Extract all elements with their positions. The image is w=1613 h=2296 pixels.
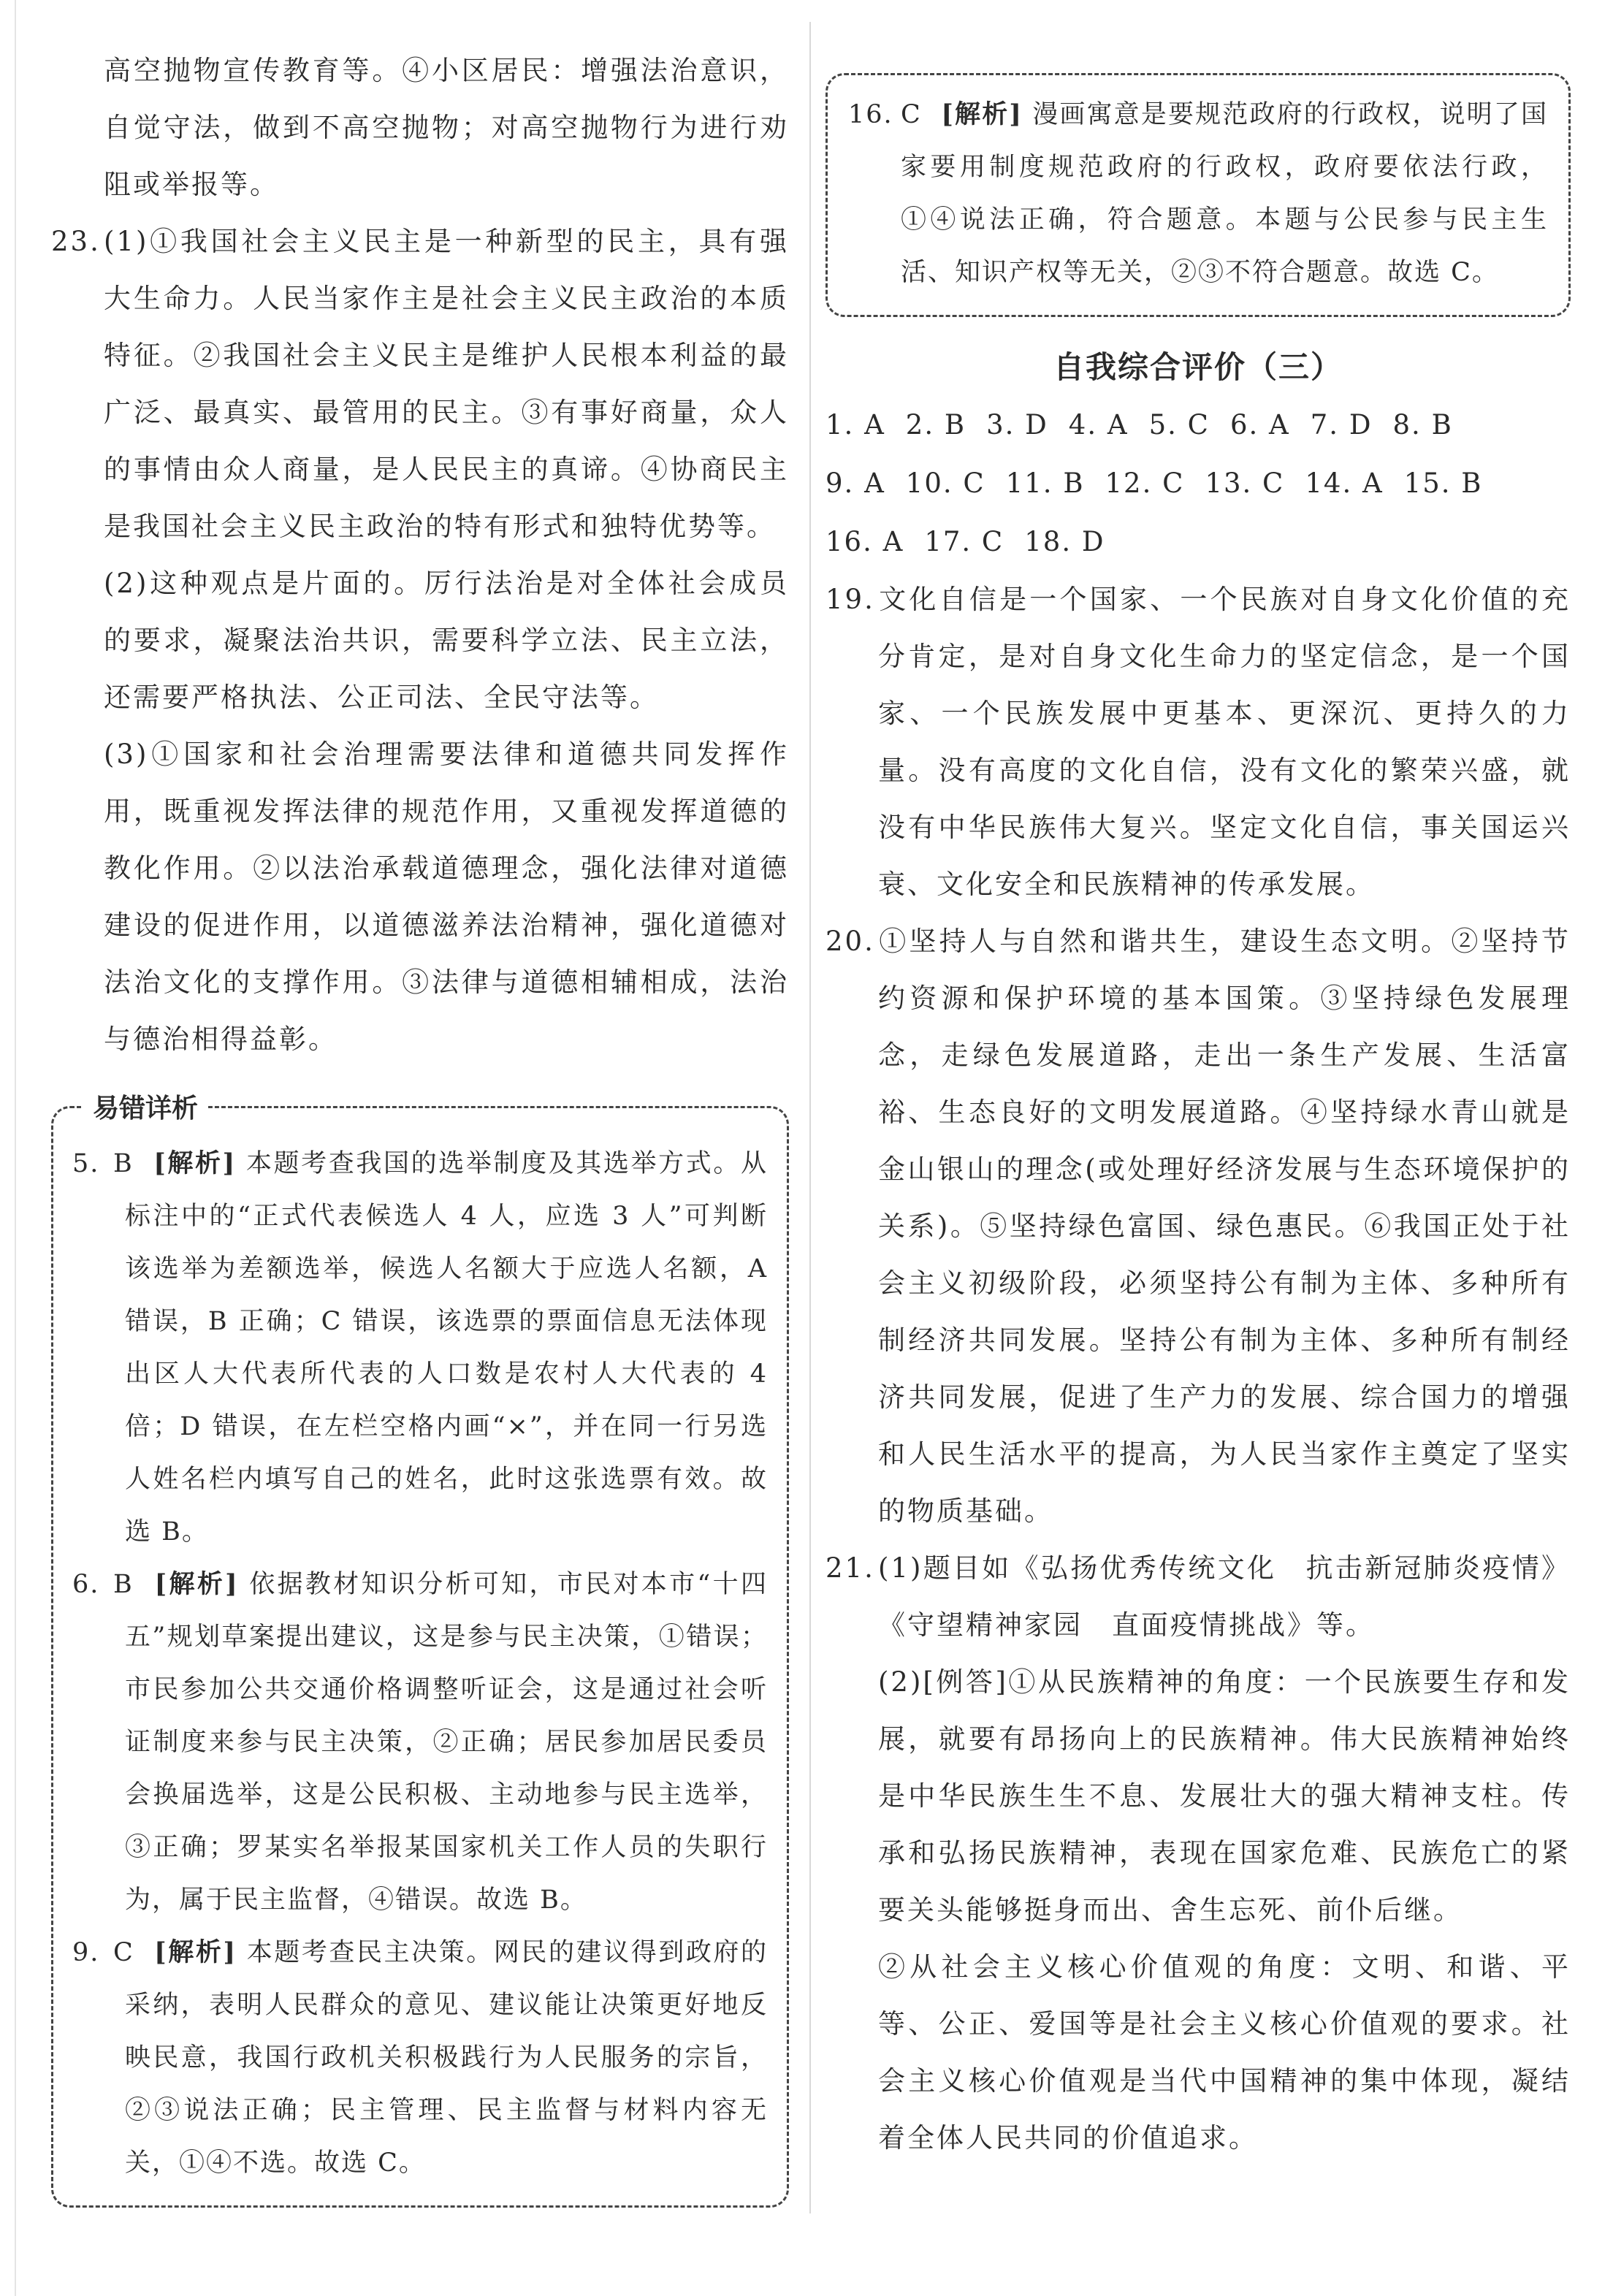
- answer: 12. C: [1105, 468, 1185, 499]
- question-19: [825, 571, 1571, 913]
- analysis-tag: [解析]: [941, 99, 1023, 129]
- question-21: [825, 1540, 1571, 1654]
- q20-number: 20.: [825, 926, 875, 957]
- q21-part2: (2)[例答]①从民族精神的角度：一个民族要生存和发展，就要有昂扬向上的民族精神。伟大民族精神始终是中华民族生生不息、发展壮大的强大精神支柱。传承和弘扬民族精神，表现在国家危难、民族危亡的紧要关头能够挺身而出、舍生忘死、前仆后继。: [878, 1666, 1571, 1926]
- q23-part1: [51, 213, 789, 555]
- analysis-text: 本题考查民主决策。网民的建议得到政府的采纳，表明人民群众的意见、建议能让决策更好地反映民意，我国行政机关积极践行为人民服务的宗旨，②③说法正确；民主管理、民主监督与材料内容无关，①④不选。故选 C。: [125, 1938, 768, 2178]
- q20-text: ①坚持人与自然和谐共生，建设生态文明。②坚持节约资源和保护环境的基本国策。③坚持绿色发展理念，走绿色发展道路，走出一条生产发展、生活富裕、生态良好的文明发展道路。④坚持绿水青山就是金山银山的理念(或处理好经济发展与生态环境保护的关系)。⑤坚持绿色富国、绿色惠民。⑥我国正处于社会主义初级阶段，必须坚持公有制为主体、多种所有制经济共同发展。坚持公有制为主体、多种所有制经济共同发展，促进了生产力的发展、综合国力的增强和人民生活水平的提高，为人民当家作主奠定了坚实的物质基础。: [878, 926, 1571, 1527]
- answer: 16. A: [825, 526, 904, 557]
- analysis-tag: [解析]: [154, 1937, 237, 1967]
- q21-number: 21.: [825, 1552, 875, 1584]
- item-answer: C: [113, 1938, 134, 1967]
- q21-part3: ②从社会主义核心价值观的角度：文明、和谐、平等、公正、爱国等是社会主义核心价值观的要求。社会主义核心价值观是当代中国精神的集中体现，凝结着全体人民共同的价值追求。: [878, 1951, 1571, 2154]
- answer: 9. A: [825, 468, 885, 499]
- answer: 6. A: [1229, 409, 1290, 440]
- q23-number: 23.: [51, 226, 101, 257]
- answer: 4. A: [1068, 409, 1129, 440]
- q19-number: 19.: [825, 584, 875, 615]
- answer-row-1: [825, 396, 1571, 454]
- answer: 17. C: [924, 526, 1004, 557]
- analysis-tag: [解析]: [154, 1569, 239, 1599]
- item-number: 9.: [72, 1938, 100, 1967]
- answer: 8. B: [1392, 409, 1453, 440]
- answer: 10. C: [905, 468, 985, 499]
- answer: 1. A: [825, 409, 885, 440]
- analysis-text: 依据教材知识分析可知，市民对本市“十四五”规划草案提出建议，这是参与民主决策，①错误；市民参加公共交通价格调整听证会，这是通过社会听证制度来参与民主决策，②正确；居民参加居民委员会换届选举，这是公民积极、主动地参与民主选举，③正确；罗某实名举报某国家机关工作人员的失职行为，属于民主监督，④错误。故选 B。: [125, 1570, 768, 1915]
- question-20: [825, 913, 1571, 1540]
- section-title: 自我综合评价（三）: [1053, 349, 1343, 385]
- left-column: [51, 42, 789, 2208]
- answer-row-3: [825, 513, 1571, 571]
- item-answer: B: [113, 1570, 134, 1599]
- answer: 5. C: [1148, 409, 1210, 440]
- item-number: 6.: [72, 1570, 100, 1599]
- margin-rule: [15, 0, 16, 2296]
- analysis-text: 本题考查我国的选举制度及其选举方式。从标注中的“正式代表候选人 4 人，应选 3 人”可判断该选举为差额选举，候选人名额大于应选人名额，A 错误，B 正确；C 错误，该选票的票面信息无法体现出区人大代表所代表的人口数是农村人大代表的 4 倍；D 错误，在左栏空格内画“×”，并在同一行另选人姓名栏内填写自己的姓名，此时这张选票有效。故选 B。: [125, 1149, 768, 1546]
- item-number: 5.: [72, 1149, 100, 1178]
- answer-row-2: [825, 454, 1571, 513]
- analysis-text: 漫画寓意是要规范政府的行政权，说明了国家要用制度规范政府的行政权，政府要依法行政，①④说法正确，符合题意。本题与公民参与民主生活、知识产权等无关，②③不符合题意。故选 C。: [901, 100, 1548, 287]
- answer: 14. A: [1305, 468, 1384, 499]
- error-analysis-title: 易错详析: [83, 1088, 208, 1125]
- analysis-item-5: [72, 1137, 768, 1558]
- q23-part2: (2)这种观点是片面的。厉行法治是对全体社会成员的要求，凝聚法治共识，需要科学立法、民主立法，还需要严格执法、公正司法、全民守法等。: [104, 568, 789, 713]
- answer-key: [825, 396, 1571, 571]
- q21-part1: (1)题目如《弘扬优秀传统文化 抗击新冠肺炎疫情》《守望精神家园 直面疫情挑战》等。: [878, 1552, 1571, 1641]
- error-analysis-box: [51, 1094, 789, 2208]
- q23-part3: (3)①国家和社会治理需要法律和道德共同发挥作用，既重视发挥法律的规范作用，又重视发挥道德的教化作用。②以法治承载道德理念，强化法律对道德建设的促进作用，以道德滋养法治精神，强化道德对法治文化的支撑作用。③法律与道德相辅相成，法治与德治相得益彰。: [104, 739, 789, 1055]
- answer: 2. B: [905, 409, 966, 440]
- right-column: [825, 58, 1571, 2167]
- item-number: 16.: [848, 100, 893, 129]
- answer: 11. B: [1005, 468, 1085, 499]
- answer: 3. D: [986, 409, 1048, 440]
- answer: 7. D: [1310, 409, 1373, 440]
- analysis-item-16: [848, 88, 1548, 299]
- item-answer: B: [113, 1149, 134, 1178]
- analysis-tag: [解析]: [153, 1148, 237, 1178]
- item-answer: C: [901, 100, 922, 129]
- analysis-box-16: [825, 73, 1571, 317]
- analysis-item-9: [72, 1926, 768, 2189]
- q19-text: 文化自信是一个国家、一个民族对自身文化价值的充分肯定，是对自身文化生命力的坚定信念，是一个国家、一个民族发展中更基本、更深沉、更持久的力量。没有高度的文化自信，没有文化的繁荣兴盛，就没有中华民族伟大复兴。坚定文化自信，事关国运兴衰、文化安全和民族精神的传承发展。: [878, 584, 1571, 900]
- question-23: [51, 213, 789, 1068]
- analysis-item-6: [72, 1558, 768, 1926]
- q23-part1-text: (1)①我国社会主义民主是一种新型的民主，具有强大生命力。人民当家作主是社会主义民主政治的本质特征。②我国社会主义民主是维护人民根本利益的最广泛、最真实、最管用的民主。③有事好商量，众人的事情由众人商量，是人民民主的真谛。④协商民主是我国社会主义民主政治的特有形式和独特优势等。: [104, 226, 789, 542]
- answer: 13. C: [1205, 468, 1285, 499]
- continued-paragraph: 高空抛物宣传教育等。④小区居民：增强法治意识，自觉守法，做到不高空抛物；对高空抛物行为进行劝阻或举报等。: [104, 55, 789, 200]
- column-divider: [809, 22, 811, 2213]
- answer: 15. B: [1403, 468, 1483, 499]
- answer: 18. D: [1024, 526, 1105, 557]
